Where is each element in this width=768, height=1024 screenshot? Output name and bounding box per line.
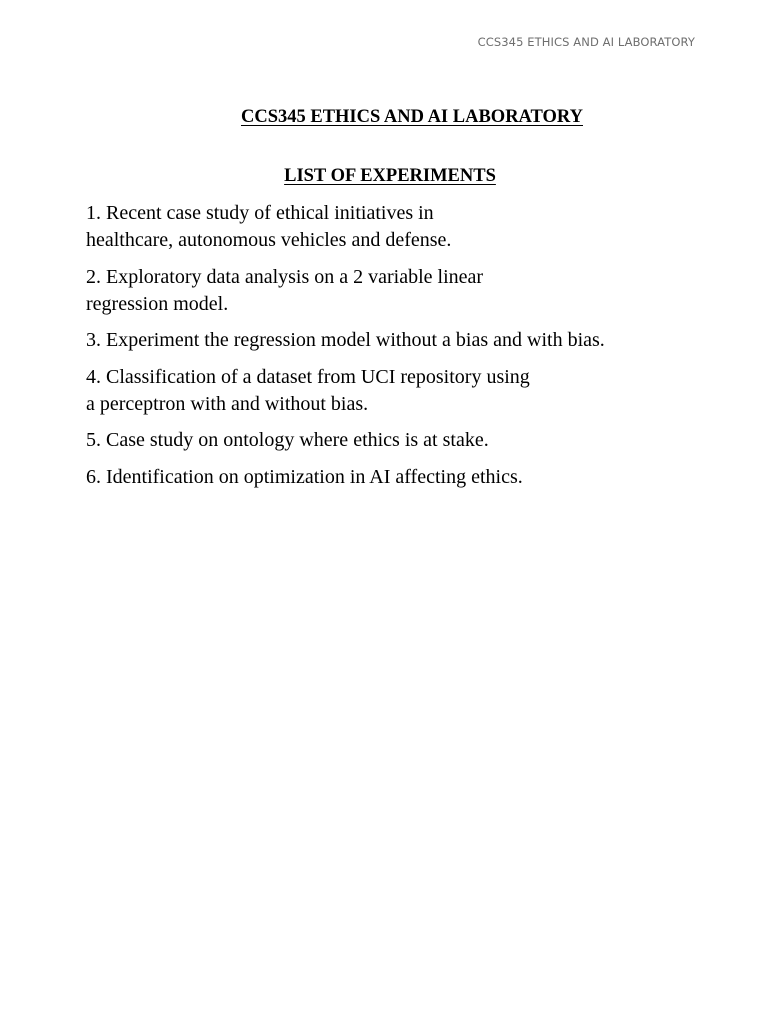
experiment-item — [86, 264, 726, 318]
document-title: CCS345 ETHICS AND AI LABORATORY — [240, 107, 583, 127]
experiment-item — [86, 200, 726, 254]
experiment-line: regression model. — [86, 292, 229, 315]
section-heading: LIST OF EXPERIMENTS — [284, 166, 496, 186]
experiment-item — [86, 364, 726, 418]
experiment-line: a perceptron with and without bias. — [86, 392, 369, 415]
experiment-line: 3. Experiment the regression model without a bias and with bias. — [86, 329, 605, 351]
experiment-line: healthcare, autonomous vehicles and defense. — [86, 229, 452, 251]
experiment-line: 1. Recent case study of ethical initiatives in — [86, 202, 434, 224]
running-header: CCS345 ETHICS AND AI LABORATORY — [477, 35, 695, 49]
experiment-line: 6. Identification on optimization in AI affecting ethics. — [86, 465, 523, 488]
experiment-line: 2. Exploratory data analysis on a 2 variable linear — [86, 265, 484, 288]
experiment-item — [86, 427, 726, 454]
experiment-item — [86, 464, 726, 491]
experiment-line: 5. Case study on ontology where ethics is at stake. — [86, 429, 489, 451]
experiment-line: 4. Classification of a dataset from UCI repository using — [86, 365, 530, 388]
experiment-list — [86, 200, 726, 500]
experiment-item — [86, 327, 726, 354]
